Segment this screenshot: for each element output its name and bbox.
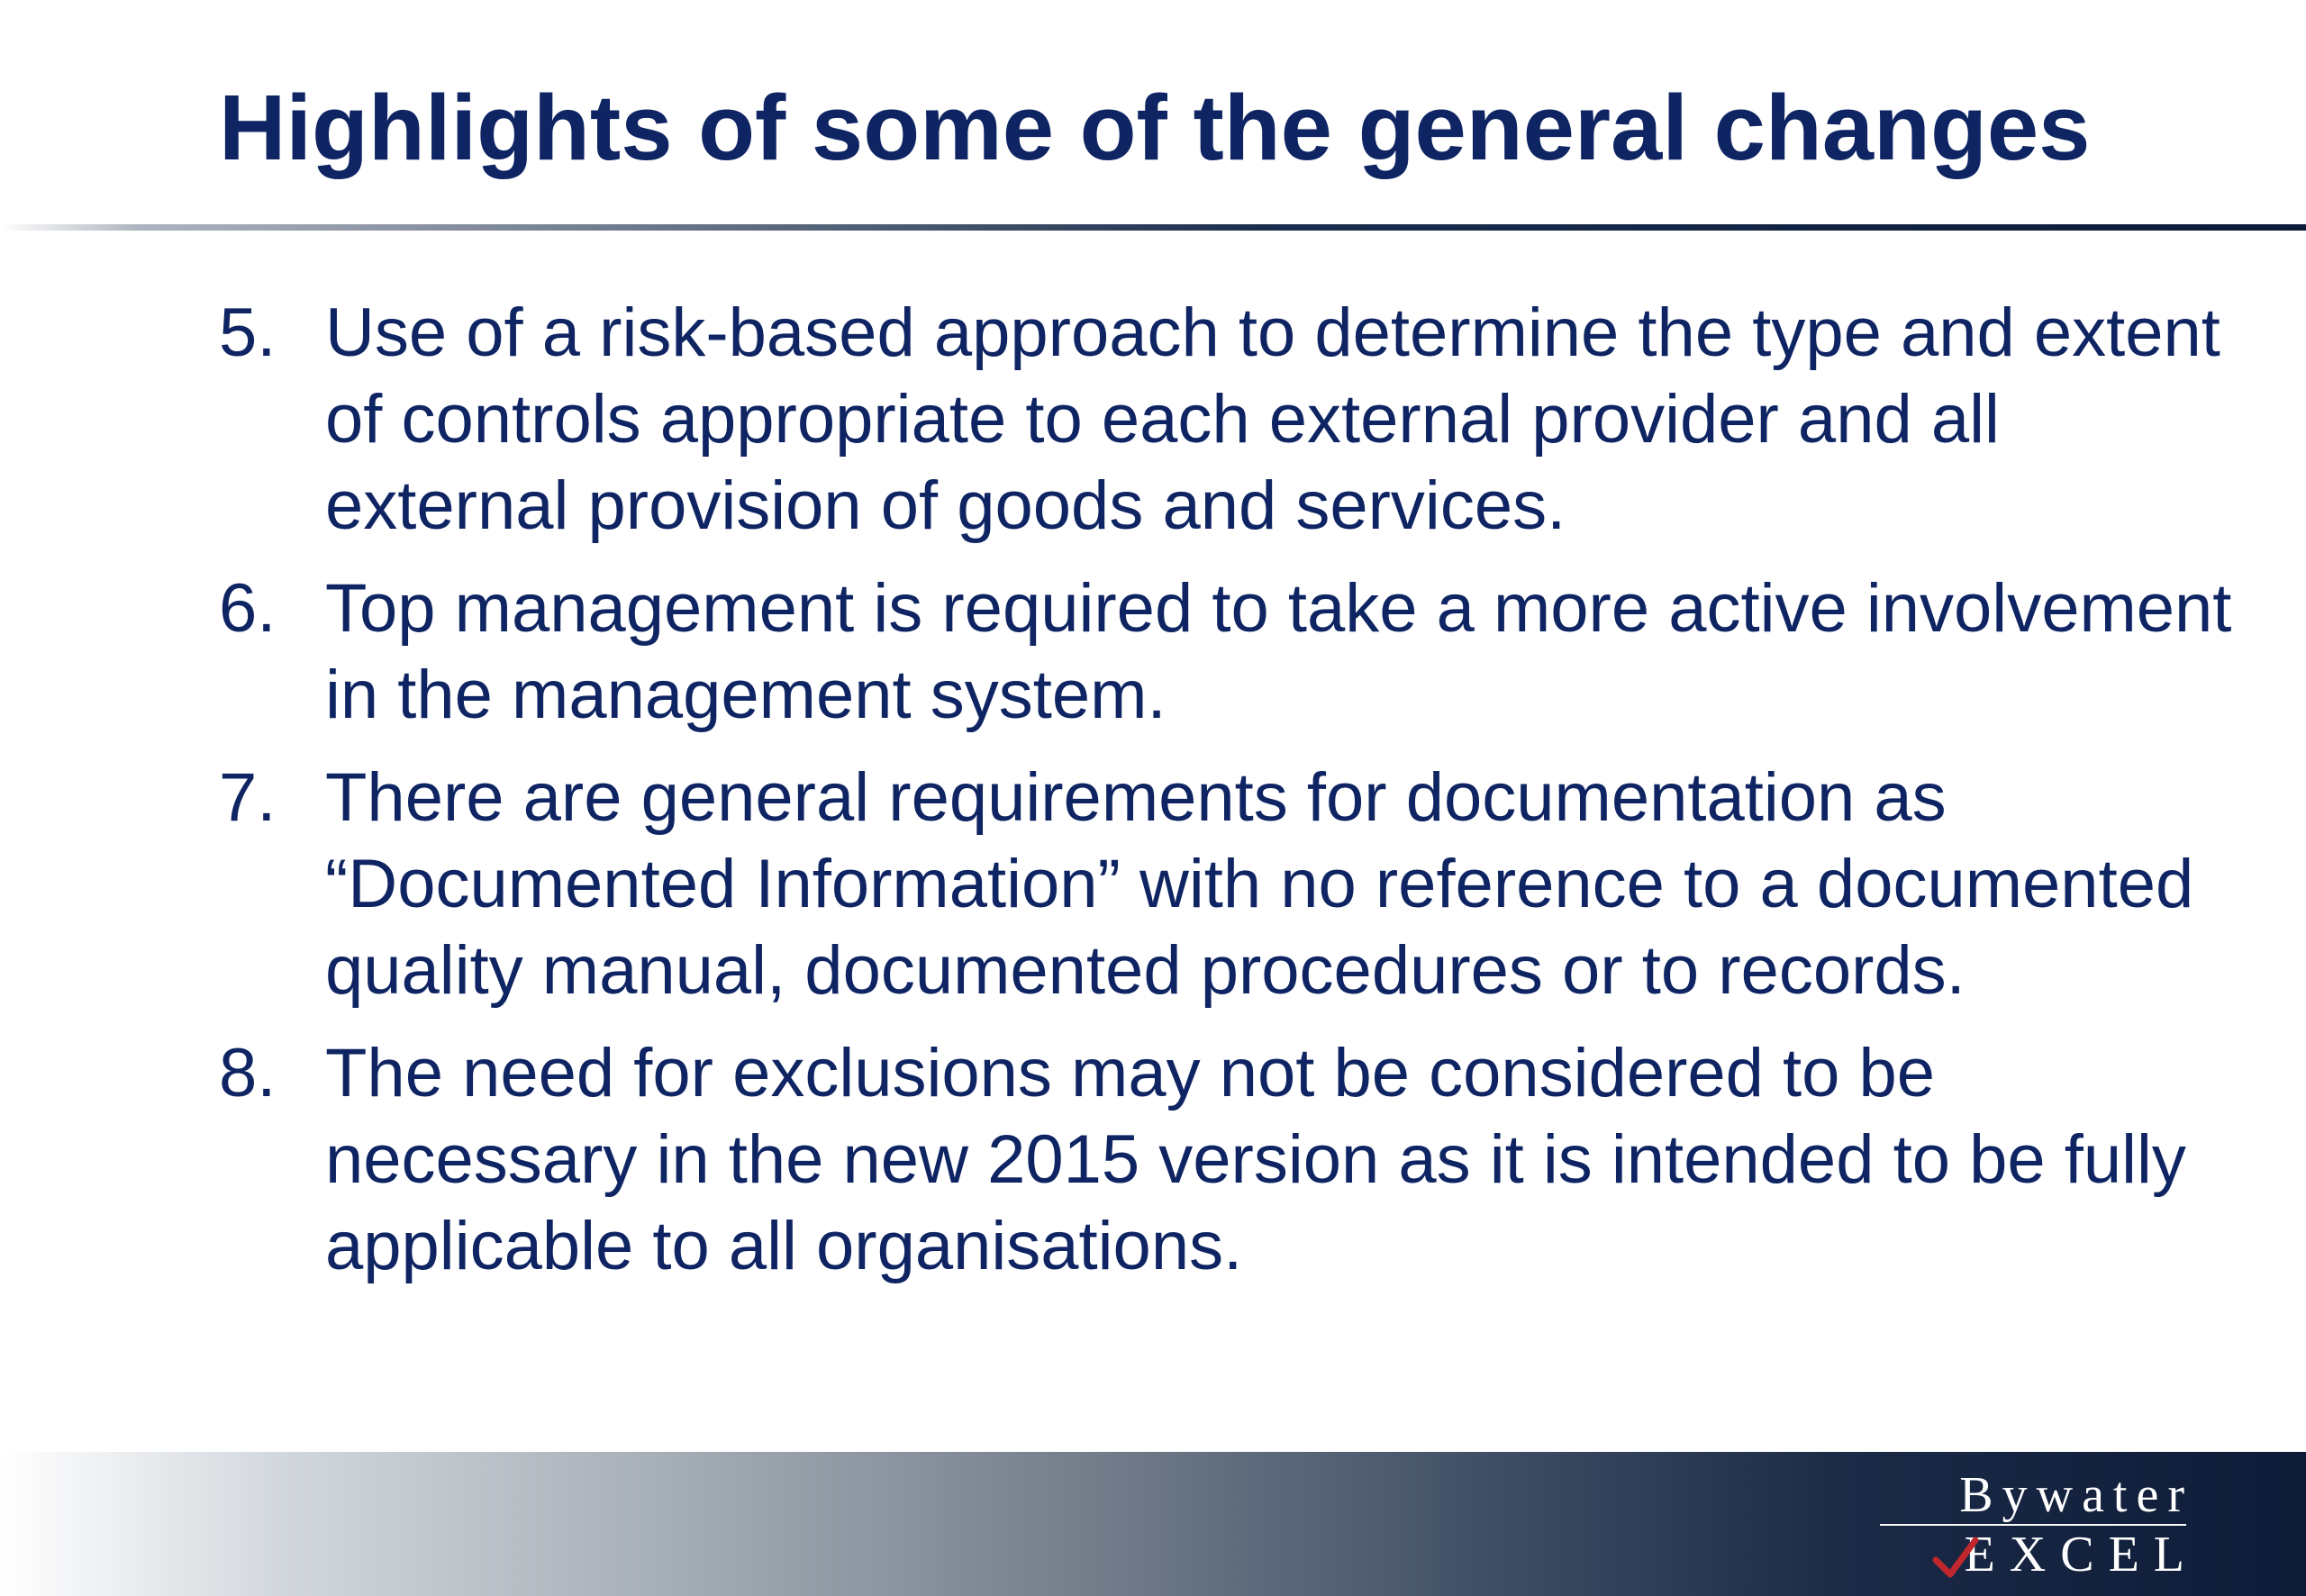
list-item-number: 8.	[219, 1035, 277, 1111]
title-divider	[0, 224, 2306, 231]
numbered-list	[219, 290, 2237, 1306]
list-item	[219, 755, 2237, 1014]
bywater-excel-logo	[1880, 1467, 2199, 1582]
list-item	[219, 290, 2237, 549]
logo-line-2-text: EXCEL	[1964, 1527, 2199, 1582]
list-item-text: There are general requirements for documentation as “Documented Information” with no reference to a documented quality manual, documented procedures or to records.	[325, 759, 2194, 1009]
list-item	[219, 1030, 2237, 1290]
logo-line-2	[1880, 1529, 2199, 1580]
list-item-number: 6.	[219, 570, 277, 647]
list-item-text: Use of a risk-based approach to determine the type and extent of controls appropriate to each external provider and all external provision of goods and services.	[325, 295, 2220, 544]
list-item-text: Top management is required to take a more active involvement in the management system.	[325, 570, 2232, 733]
logo-divider	[1880, 1524, 2186, 1526]
list-item-number: 7.	[219, 759, 277, 836]
list-item	[219, 566, 2237, 739]
slide-title: Highlights of some of the general changes	[219, 76, 2091, 179]
logo-line-1: Bywater	[1959, 1467, 2193, 1523]
list-item-number: 5.	[219, 295, 277, 371]
list-item-text: The need for exclusions may not be considered to be necessary in the new 2015 version as it is intended to be fully applicable to all organisations.	[325, 1035, 2186, 1284]
check-mark-icon	[1932, 1535, 1979, 1582]
